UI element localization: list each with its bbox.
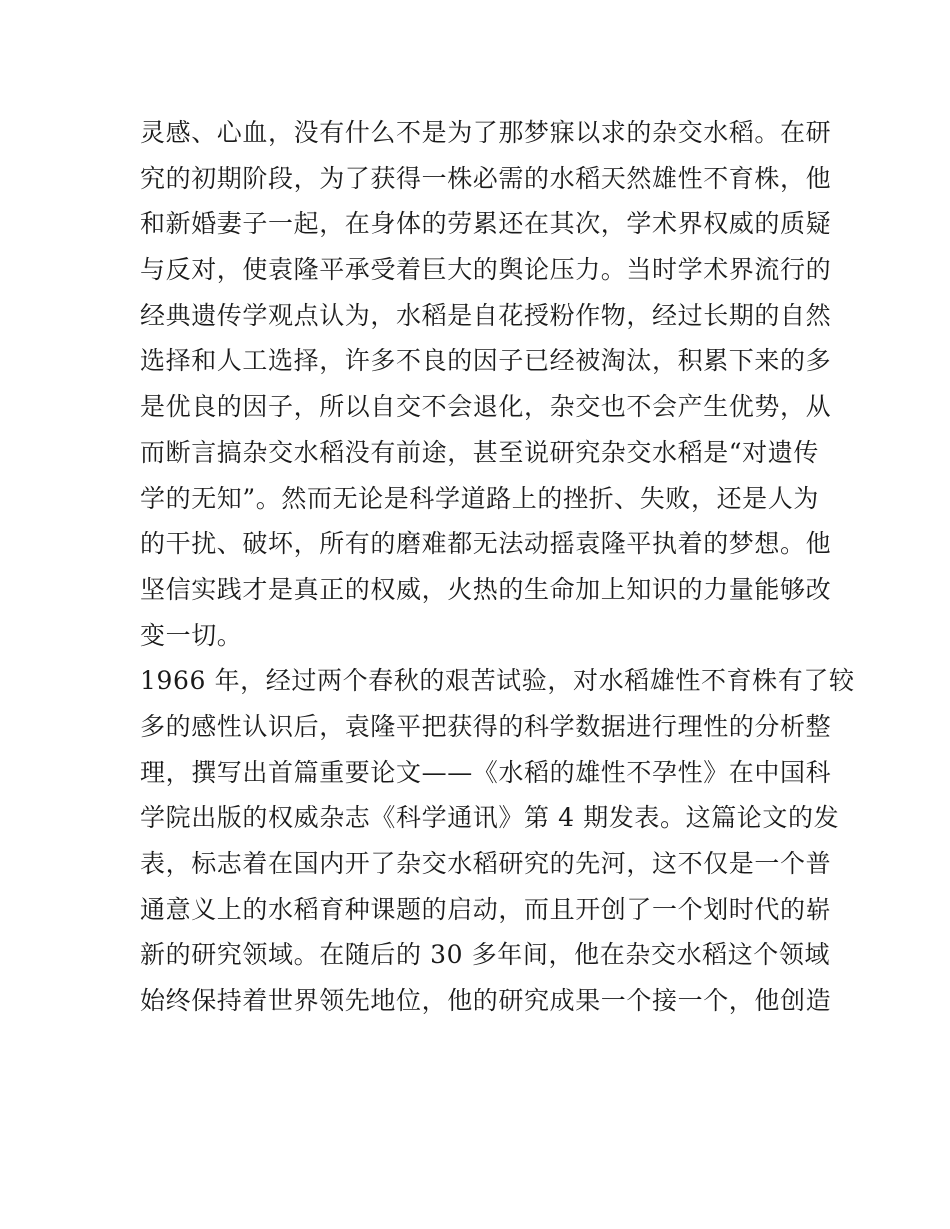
text-line: 选择和人工选择，许多不良的因子已经被淘汰，积累下来的多 xyxy=(140,346,832,376)
text-line: 灵感、心血，没有什么不是为了那梦寐以求的杂交水稻。在研 xyxy=(140,118,832,147)
text-line: 究的初期阶段，为了获得一株必需的水稻天然雄性不育株，他 xyxy=(140,163,832,193)
text-line: 学院出版的权威杂志《科学通讯》第 4 期发表。这篇论文的发 xyxy=(140,803,840,833)
text-line: 表，标志着在国内开了杂交水稻研究的先河，这不仅是一个普 xyxy=(140,849,832,878)
text-line: 通意义上的水稻育种课题的启动，而且开创了一个划时代的崭 xyxy=(140,894,832,924)
text-line: 理，撰写出首篇重要论文——《水稻的雄性不孕性》在中国科 xyxy=(140,757,832,787)
text-line: 是优良的因子，所以自交不会退化，杂交也不会产生优势，从 xyxy=(140,392,832,422)
text-line: 变一切。 xyxy=(140,620,243,650)
text-line: 和新婚妻子一起，在身体的劳累还在其次，学术界权威的质疑 xyxy=(140,209,832,239)
text-line: 的干扰、破坏，所有的磨难都无法动摇袁隆平执着的梦想。他 xyxy=(140,529,832,559)
body-text xyxy=(140,110,855,1024)
text-line: 而断言搞杂交水稻没有前途，甚至说研究杂交水稻是“对遗传 xyxy=(140,437,819,467)
text-line: 始终保持着世界领先地位，他的研究成果一个接一个，他创造 xyxy=(140,986,832,1016)
text-line: 与反对，使袁隆平承受着巨大的舆论压力。当时学术界流行的 xyxy=(140,255,832,285)
text-line: 多的感性认识后，袁隆平把获得的科学数据进行理性的分析整 xyxy=(140,711,832,741)
text-line: 经典遗传学观点认为，水稻是自花授粉作物，经过长期的自然 xyxy=(140,300,832,330)
text-line: 1966 年，经过两个春秋的艰苦试验，对水稻雄性不育株有了较 xyxy=(140,666,855,696)
text-line: 坚信实践才是真正的权威，火热的生命加上知识的力量能够改 xyxy=(140,574,832,604)
text-line: 学的无知”。然而无论是科学道路上的挫折、失败，还是人为 xyxy=(140,483,819,513)
text-line: 新的研究领域。在随后的 30 多年间，他在杂交水稻这个领域 xyxy=(140,940,831,970)
